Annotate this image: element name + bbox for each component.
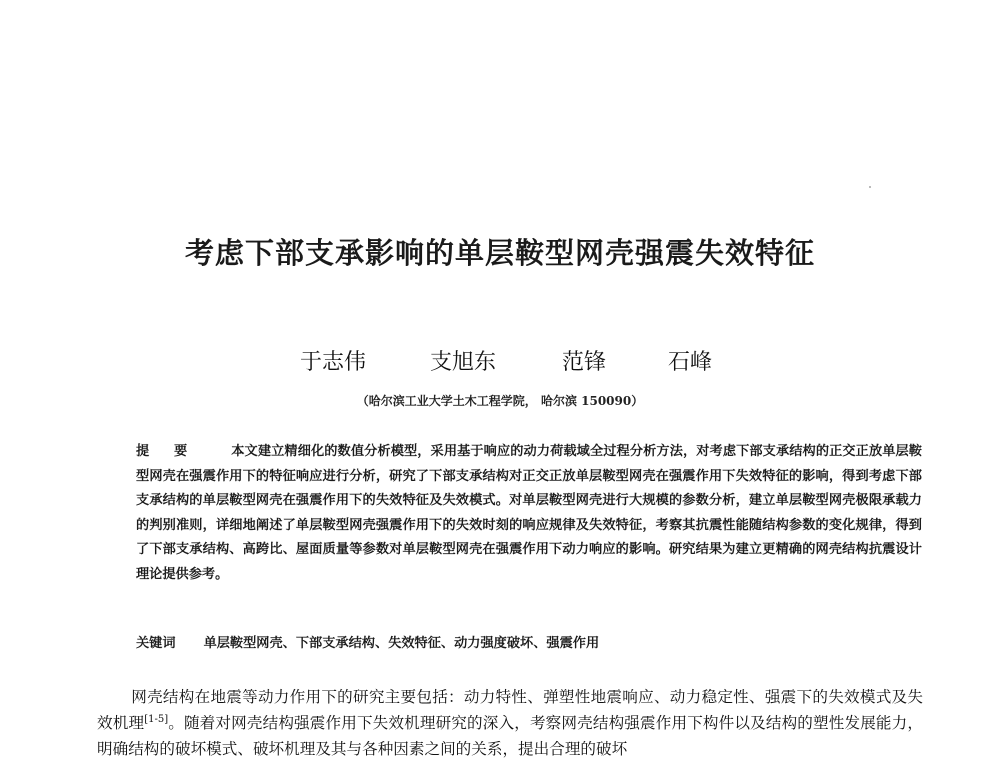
body-paragraph [97,684,923,762]
keywords-label: 关键词 [136,636,176,651]
author-name: 支旭东 [430,350,497,375]
author-name: 于志伟 [300,350,367,375]
body-text-part1: 网壳结构在地震等动力作用下的研究主要包括：动力特性、弹塑性地震响应、动力稳定性、强震下的失效模式及失效机理 [97,688,923,732]
keywords [136,632,922,651]
abstract-text: 本文建立精细化的数值分析模型，采用基于响应的动力荷载域全过程分析方法，对考虑下部支承结构的正交正放单层鞍型网壳在强震作用下的特征响应进行分析，研究了下部支承结构对正交正放单层鞍型网壳在强震作用下失效特征的影响，得到考虑下部支承结构的单层鞍型网壳在强震作用下的失效特征及失效模式。对单层鞍型网壳进行大规模的参数分析，建立单层鞍型网壳极限承载力的判别准则，详细地阐述了单层鞍型网壳强震作用下的失效时刻的响应规律及失效特征，考察其抗震性能随结构参数的变化规律，得到了下部支承结构、高跨比、屋面质量等参数对单层鞍型网壳在强震作用下动力响应的影响。研究结果为建立更精确的网壳结构抗震设计理论提供参考。 [136,444,922,582]
author-name: 石峰 [668,350,713,375]
author-list [300,345,730,375]
abstract-label: 提 要 [136,444,198,459]
affiliation: （哈尔滨工业大学土木工程学院， 哈尔滨 150090） [356,394,644,408]
body-text-part2: 。随着对网壳结构强震作用下失效机理研究的深入，考察网壳结构强震作用下构件以及结构的塑性发展能力，明确结构的破坏模式、破坏机理及其与各种因素之间的关系，提出合理的破坏 [97,714,923,758]
citation: [1-5] [144,713,169,725]
paper-title: 考虑下部支承影响的单层鞍型网壳强震失效特征 [184,236,815,270]
scan-speck [869,186,871,188]
keywords-text: 单层鞍型网壳、下部支承结构、失效特征、动力强度破坏、强震作用 [203,636,600,651]
author-name: 范锋 [562,350,607,375]
abstract [136,440,922,587]
